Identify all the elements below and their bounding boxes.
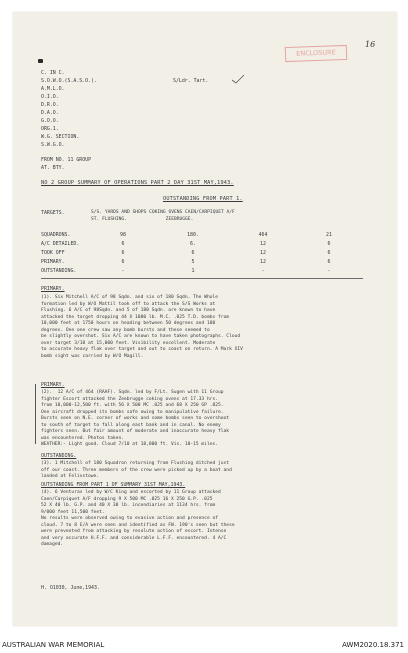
table-row bbox=[41, 268, 361, 276]
to-item: O.I.O. bbox=[41, 94, 59, 100]
text-line: Bursts seen on N.E. corner of works and some bombs seen to overshoot bbox=[41, 416, 230, 421]
footer-catalogue-id: AWM2020.18.371 bbox=[342, 641, 404, 649]
text-line: Caen/Carpiquet A/F dropping 9 X 500 MC .025 16 X 250 G.P. .025 bbox=[41, 496, 213, 502]
from-line: FROM NO. 11 GROUP bbox=[41, 157, 92, 163]
to-item: S.W.G.O. bbox=[41, 142, 65, 148]
row-label: TOOK OFF bbox=[41, 250, 65, 256]
targets-line: ST. FLUSHING. ZEEBRUGGE. bbox=[91, 217, 194, 222]
row-label: OUTSTANDING. bbox=[41, 268, 77, 274]
document-sheet bbox=[13, 12, 397, 626]
text-line: cloud. 7 to 8 E/A were seen and identified as FW. 190's seen but these bbox=[41, 522, 235, 528]
punch-mark bbox=[38, 59, 43, 63]
primary-heading: PRIMARY. bbox=[41, 286, 65, 292]
text-line: from 10,000-12,500 ft. with 56 X 500 MC .025 and 68 X 250 GP .025. bbox=[41, 403, 224, 408]
text-line: WEATHER:- Light good. Cloud 7/10 at 18,000 ft. Vis. 10-15 miles. bbox=[41, 442, 219, 447]
text-line: degrees. One one crew saw any bomb bursts and these seemed to bbox=[41, 327, 210, 333]
table-cell: 6 bbox=[121, 241, 125, 247]
to-item: C. IN C. bbox=[41, 70, 65, 76]
table-cell: 180. bbox=[187, 232, 199, 238]
to-item: D.R.O. bbox=[41, 102, 59, 108]
text-line: off our coast. Three members of the crew were picked up by a boat and bbox=[41, 467, 232, 473]
row-label: A/C DETAILED. bbox=[41, 241, 80, 247]
primary-heading: PRIMARY. bbox=[41, 382, 65, 388]
to-item: S.O.W.O.(S.A.S.O.). bbox=[41, 78, 97, 84]
text-line: to accurate heavy flak over target and out to coast on return. A Mark XIV bbox=[41, 347, 243, 352]
table-cell: 1 bbox=[191, 268, 195, 274]
table-cell: 464 bbox=[258, 232, 268, 238]
to-item: ORG.1. bbox=[41, 126, 59, 132]
table-row bbox=[41, 259, 361, 267]
text-line: was encountered. Photos taken. bbox=[41, 435, 124, 441]
signature-tick-icon bbox=[231, 74, 245, 84]
outstanding-heading: OUTSTANDING FROM PART 1. bbox=[163, 196, 243, 202]
outstanding-subheading: OUTSTANDING FROM PART 1 OF SUMMARY 31ST MAY,1943. bbox=[41, 482, 186, 488]
text-line: 9/000 feet 11,500 feet. bbox=[41, 509, 105, 515]
table-cell: 6 bbox=[327, 250, 331, 256]
table-row bbox=[41, 232, 361, 240]
table-row bbox=[41, 241, 361, 249]
outstanding-subheading: OUTSTANDING. bbox=[41, 453, 77, 459]
text-line: to south of target to fall along east bank and in canal. No enemy bbox=[41, 422, 221, 428]
page-number: 16 bbox=[365, 40, 376, 49]
table-cell: - bbox=[327, 268, 331, 274]
dateline: H. O1030, June,1943. bbox=[41, 585, 100, 591]
text-line: 52 X 40 lb. G.P. and 40 X 30 lb. incendiaries at 1134 hrs. from bbox=[41, 503, 216, 508]
targets-label: TARGETS. bbox=[41, 210, 65, 216]
table-cell: 5 bbox=[191, 259, 195, 265]
text-line: (2). 12 A/C of 464 (RAAF). Sqdn. led by F/Lt. Sugen with 11 Group bbox=[41, 390, 224, 395]
at-line: AT. BTY. bbox=[41, 165, 65, 171]
text-line: fighter Escort attacked the Zeebrugge coking ovens at 17.33 hrs. bbox=[41, 396, 219, 402]
targets-line: S/S. YARDS AND SHOPS COKING OVENS CAEN/CARPIQUET A/F bbox=[91, 210, 235, 215]
text-line: No results were observed owing to evasive action and presence of bbox=[41, 516, 219, 521]
table-cell: 6 bbox=[327, 241, 331, 247]
text-line: be slightly overshot. Six A/C are known to have taken photographs. Cloud bbox=[41, 334, 241, 339]
table-cell: 6 bbox=[191, 250, 195, 256]
text-line: were prevented from attacking by resolute action of escort. Intense bbox=[41, 529, 227, 534]
table-cell: 21 bbox=[326, 232, 332, 238]
table-cell: 98 bbox=[120, 232, 126, 238]
row-label: PRIMARY. bbox=[41, 259, 65, 265]
text-line: formation led by W/O Mattil took off to attack the S/S Works at bbox=[41, 301, 216, 307]
text-line: over target 3/10 at 15,000 feet. Visibility excellent. Moderate bbox=[41, 340, 216, 346]
table-cell: 12 bbox=[260, 250, 266, 256]
text-line: and very accurate H.F.F. and considerable L.F.F. encountered. 4 A/C bbox=[41, 535, 227, 541]
table-cell: - bbox=[261, 268, 265, 274]
text-line: Flushing. 6 A/C of 98Sqdn. and 5 of 180 Sqdn. are known to have bbox=[41, 308, 216, 313]
summary-table bbox=[41, 232, 361, 284]
text-line: 10,000 feet at 1750 hours on heading between 50 degrees and 180 bbox=[41, 321, 216, 326]
signature: S/Ldr. Tart. bbox=[173, 78, 209, 84]
text-line: (4). 6 Venturas led by W/C King and escorted by 11 Group attacked bbox=[41, 490, 221, 495]
footer-institution: AUSTRALIAN WAR MEMORIAL bbox=[2, 641, 105, 649]
table-cell: 6 bbox=[327, 259, 331, 265]
to-item: G.O.O. bbox=[41, 118, 59, 124]
footer bbox=[0, 640, 408, 653]
text-line: attacked the target dropping 44 X 1000 lb. M.C. .025 T.D. bombs from bbox=[41, 314, 230, 320]
margin-bracket bbox=[35, 384, 36, 444]
text-line: damaged. bbox=[41, 542, 64, 547]
document-title: NO 2 GROUP SUMMARY OF OPERATIONS PART 2 DAY 31ST MAY,1943. bbox=[41, 180, 234, 186]
row-label: SQUADRONS. bbox=[41, 232, 71, 238]
table-cell: 6 bbox=[121, 250, 125, 256]
table-divider bbox=[41, 278, 363, 279]
text-line: One aircraft dropped its bombs safe owing to manipulative failure. bbox=[41, 409, 224, 415]
table-cell: 12 bbox=[260, 241, 266, 247]
to-item: A.M.L.O. bbox=[41, 86, 65, 92]
to-item: W.G. SECTION. bbox=[41, 134, 80, 140]
text-line: (3). 1 Mitchell of 180 Squadron returning from Flushing ditched just bbox=[41, 461, 230, 466]
table-cell: 6. bbox=[190, 241, 196, 247]
text-line: bomb sight was carried by W/O Magill. bbox=[41, 353, 144, 359]
text-line: (1). Six Mitchell A/C of 98 Sqdn. and six of 180 Sqdn. The Whole bbox=[41, 295, 219, 300]
table-row bbox=[41, 250, 361, 258]
table-cell: - bbox=[121, 268, 125, 274]
enclosure-stamp: ENCLOSURE bbox=[285, 45, 347, 62]
to-item: D.A.O. bbox=[41, 110, 59, 116]
text-line: landed at Felixstowe. bbox=[41, 474, 100, 479]
text-line: fighters seen. But fair amount of moderate and inaccurate heavy flak bbox=[41, 429, 230, 434]
table-cell: 6 bbox=[121, 259, 125, 265]
table-cell: 12 bbox=[260, 259, 266, 265]
